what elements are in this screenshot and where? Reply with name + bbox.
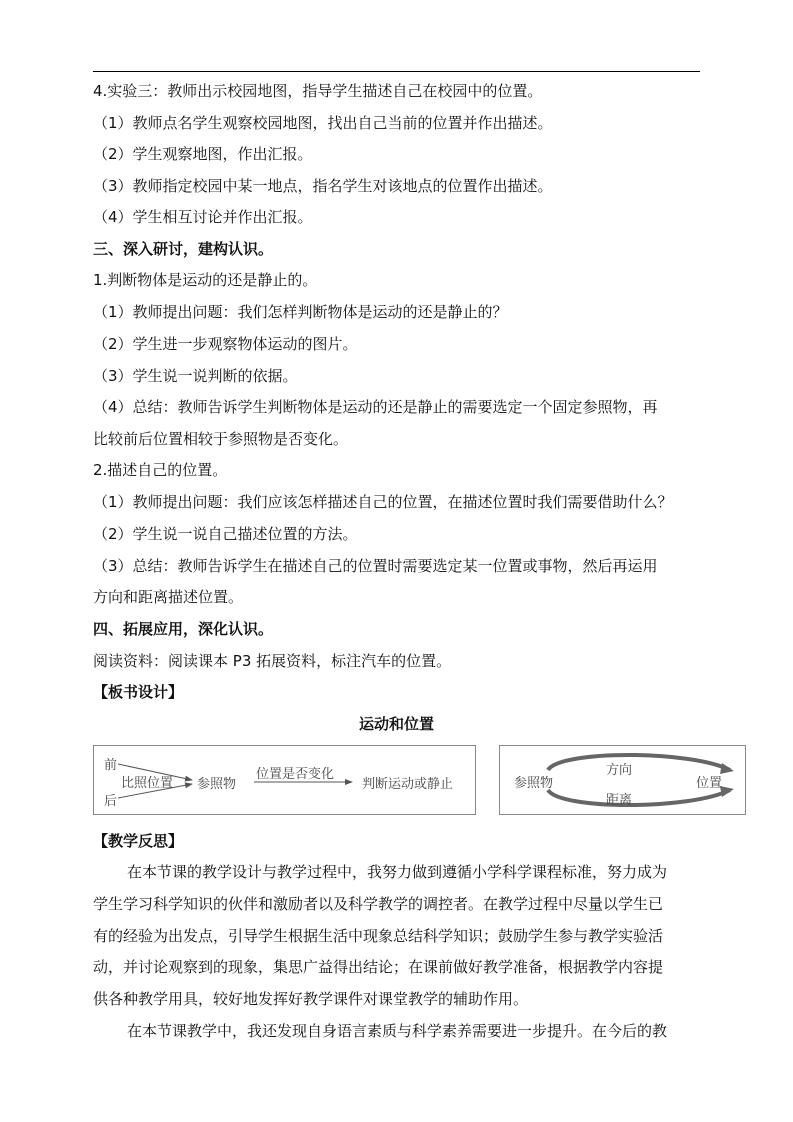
text-line: （1）教师点名学生观察校园地图，找出自己当前的位置并作出描述。 — [93, 114, 553, 132]
board-diagram-right — [499, 745, 746, 815]
section-heading: 四、拓展应用，深化认识。 — [93, 620, 274, 638]
text-line: 2.描述自己的位置。 — [93, 461, 228, 479]
board-title: 运动和位置 — [358, 715, 434, 733]
text-line: 1.判断物体是运动的还是静止的。 — [93, 271, 318, 289]
text-line: （4）总结：教师告诉学生判断物体是运动的还是静止的需要选定一个固定参照物，再 — [93, 398, 658, 416]
text-line: 比较前后位置相较于参照物是否变化。 — [93, 430, 349, 448]
text-line: 方向和距离描述位置。 — [93, 588, 244, 606]
board-design-heading: 【板书设计】 — [93, 683, 184, 701]
board-diagram-left — [93, 745, 476, 815]
label-judge: 判断运动或静止 — [362, 777, 454, 792]
text-line: （2）学生进一步观察物体运动的图片。 — [93, 335, 358, 353]
text-line: 阅读资料：阅读课本 P3 拓展资料，标注汽车的位置。 — [93, 652, 452, 670]
paragraph-line: 有的经验为出发点，引导学生根据生活中现象总结科学知识；鼓励学生参与教学实验活 — [93, 927, 664, 945]
text-line: （1）教师提出问题：我们怎样判断物体是运动的还是静止的？ — [93, 303, 508, 321]
label-distance: 距离 — [606, 793, 633, 808]
label-direction: 方向 — [606, 763, 633, 778]
paragraph-line: 在本节课教学中，我还发现自身语言素质与科学素养需要进一步提升。在今后的教 — [127, 1022, 668, 1040]
label-compare-position: 比照位置 — [121, 776, 174, 791]
label-position-changed: 位置是否变化 — [256, 767, 335, 782]
text-line: （3）学生说一说判断的依据。 — [93, 367, 298, 385]
label-reference-right: 参照物 — [514, 776, 554, 791]
label-front: 前 — [104, 758, 118, 773]
paragraph-line: 供各种教学用具，较好地发挥好教学课件对课堂教学的辅助作用。 — [93, 990, 529, 1008]
reflection-heading: 【教学反思】 — [93, 832, 184, 850]
text-line: （2）学生观察地图，作出汇报。 — [93, 145, 313, 163]
paragraph-line: 学生学习科学知识的伙伴和激励者以及科学教学的调控者。在教学过程中尽量以学生已 — [93, 895, 664, 913]
text-line: （2）学生说一说自己描述位置的方法。 — [93, 525, 358, 543]
label-reference: 参照物 — [197, 777, 237, 792]
text-line: （1）教师提出问题：我们应该怎样描述自己的位置，在描述位置时我们需要借助什么？ — [93, 493, 673, 511]
paragraph-line: 在本节课的教学设计与教学过程中，我努力做到遵循小学科学课程标准，努力成为 — [127, 863, 668, 881]
text-line: （3）教师指定校园中某一地点，指名学生对该地点的位置作出描述。 — [93, 177, 553, 195]
label-back: 后 — [104, 794, 118, 809]
text-line: 4.实验三：教师出示校园地图，指导学生描述自己在校园中的位置。 — [93, 82, 543, 100]
section-heading: 三、深入研讨，建构认识。 — [93, 240, 274, 258]
paragraph-line: 动，并讨论观察到的现象，集思广益得出结论；在课前做好教学准备，根据教学内容提 — [93, 958, 664, 976]
label-position-right: 位置 — [696, 776, 723, 791]
header-rule — [93, 71, 700, 72]
text-line: （4）学生相互讨论并作出汇报。 — [93, 208, 313, 226]
text-line: （3）总结：教师告诉学生在描述自己的位置时需要选定某一位置或事物，然后再运用 — [93, 557, 658, 575]
